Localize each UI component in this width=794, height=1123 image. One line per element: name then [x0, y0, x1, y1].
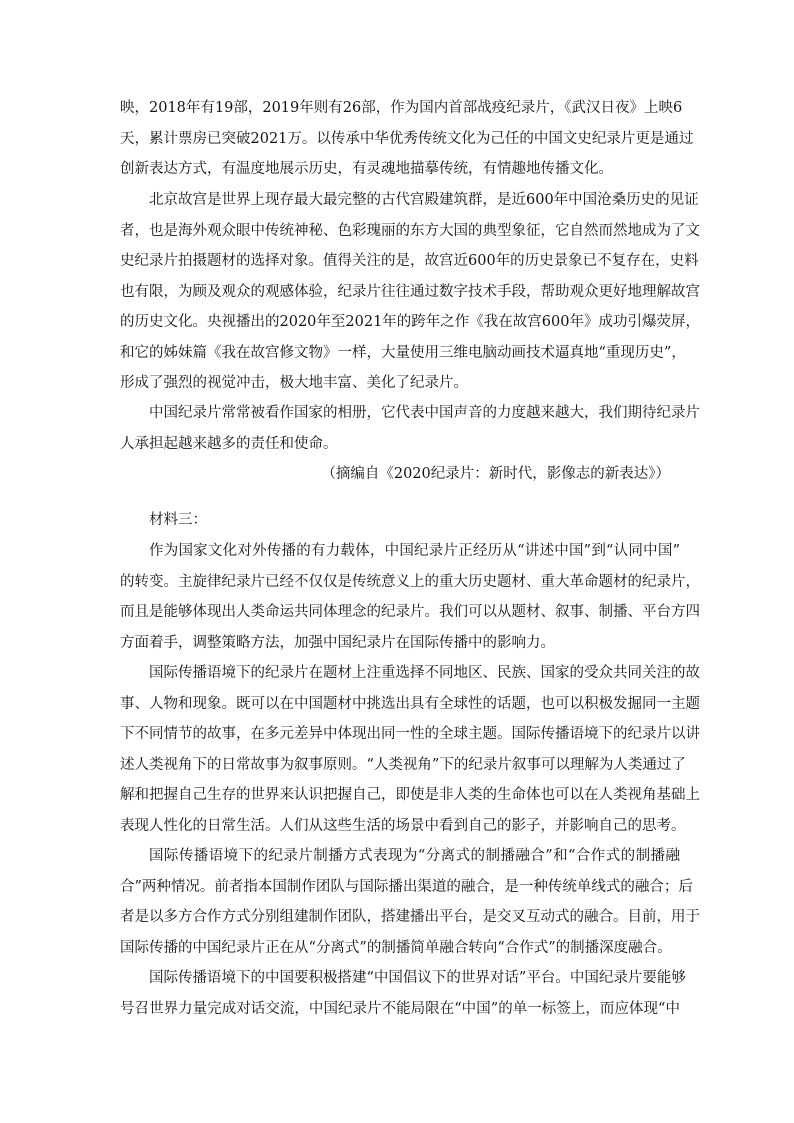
text-line: 形成了强烈的视觉冲击，极大地丰富、美化了纪录片。	[120, 375, 468, 391]
text-line: 国际传播语境下的纪录片制播方式表现为“分离式的制播融合”和“合作式的制播融	[149, 848, 680, 864]
text-line: 史纪录片拍摄题材的选择对象。值得关注的是，故宫近600年的历史景象已不复存在，史料	[120, 253, 699, 269]
paragraph-7	[120, 963, 686, 1024]
paragraph-3	[120, 398, 700, 459]
text-line: 国际传播语境下的中国要积极搭建“中国倡议下的世界对话”平台。中国纪录片要能够	[149, 970, 686, 986]
text-line: 北京故宫是世界上现存最大最完整的古代宫殿建筑群，是近600年中国沧桑历史的见证	[149, 192, 699, 208]
text-line: 也有限，为顾及观众的观感体验，纪录片往往通过数字技术手段，帮助观众更好地理解故宫	[120, 283, 700, 300]
source-citation: （摘编自《2020纪录片：新时代，影像志的新表达》）	[321, 466, 670, 482]
paragraph-4	[120, 536, 700, 658]
paragraph-6	[120, 841, 700, 963]
paragraph-1	[120, 93, 694, 185]
text-line: 下不同情节的故事，在多元差异中体现出同一性的全球主题。国际传播语境下的纪录片以讲	[120, 726, 700, 742]
text-line: 解和把握自己生存的世界来认识把握自己，即使是非人类的生命体也可以在人类视角基础上	[120, 787, 700, 803]
text-line: 的转变。主旋律纪录片已经不仅仅是传统意义上的重大历史题材、重大革命题材的纪录片，	[120, 573, 700, 590]
text-line: 述人类视角下的日常故事为叙事原则。“人类视角”下的纪录片叙事可以理解为人类通过了	[120, 756, 686, 773]
text-line: 创新表达方式，有温度地展示历史，有灵魂地描摹传统，有情趣地传播文化。	[120, 161, 613, 177]
text-line: 中国纪录片常常被看作国家的相册，它代表中国声音的力度越来越大，我们期待纪录片	[149, 405, 700, 421]
text-line: 的历史文化。央视播出的2020年至2021年的跨年之作《我在故宫600年》成功引爆荧屏，	[120, 314, 700, 330]
text-line: 者，也是海外观众眼中传统神秘、色彩瑰丽的东方大国的典型象征，它自然而然地成为了文	[120, 222, 700, 239]
paragraph-2	[120, 185, 700, 399]
text-line: 国际传播的中国纪录片正在从“分离式”的制播简单融合转向“合作式”的制播深度融合。	[120, 939, 672, 956]
text-line: 和它的姊妹篇《我在故宫修文物》一样，大量使用三维电脑动画技术逼真地“重现历史”，	[120, 344, 686, 361]
text-line: 表现人性化的日常生活。人们从这些生活的场景中看到自己的影子，并影响自己的思考。	[120, 817, 686, 834]
text-line: 者是以多方合作方式分别组建制作团队，搭建播出平台，是交叉互动式的融合。目前，用于	[120, 909, 700, 925]
text-line: 映，2018年有19部，2019年则有26部，作为国内首部战疫纪录片，《武汉日夜》上映6	[120, 100, 683, 116]
text-line: 号召世界力量完成对话交流，中国纪录片不能局限在“中国”的单一标签上，而应体现“中	[120, 1000, 680, 1017]
text-line: 事、人物和现象。既可以在中国题材中挑选出具有全球性的话题，也可以积极发掘同一主题	[120, 695, 700, 712]
paragraph-5	[120, 658, 700, 841]
section-heading: 材料三：	[149, 512, 207, 528]
text-line: 方面着手，调整策略方法，加强中国纪录片在国际传播中的影响力。	[120, 634, 555, 651]
text-line: 作为国家文化对外传播的有力载体，中国纪录片正经历从“讲述中国”到“认同中国”	[149, 543, 680, 559]
text-line: 天，累计票房已突破2021万。以传承中华优秀传统文化为己任的中国文史纪录片更是通过	[120, 130, 694, 147]
text-line: 合”两种情况。前者指本国制作团队与国际播出渠道的融合，是一种传统单线式的融合；后	[120, 878, 693, 895]
text-line: 国际传播语境下的纪录片在题材上注重选择不同地区、民族、国家的受众共同关注的故	[149, 665, 700, 681]
text-line: 而且是能够体现出人类命运共同体理念的纪录片。我们可以从题材、叙事、制播、平台方四	[120, 604, 700, 620]
text-line: 人承担起越来越多的责任和使命。	[120, 435, 338, 452]
